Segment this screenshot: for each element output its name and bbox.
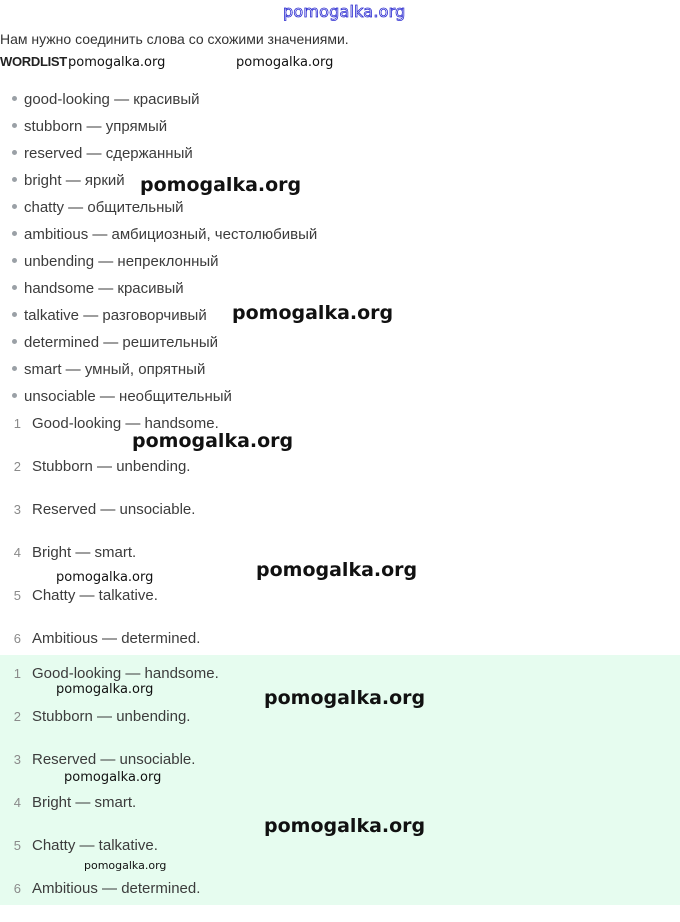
answer-item (0, 879, 680, 922)
list-item: bright — яркий (12, 169, 317, 196)
item-number: 1 (13, 416, 21, 431)
bullet-icon (12, 312, 17, 317)
watermark-text: pomogalka.org (64, 770, 162, 785)
pair-text: Chatty — talkative. (32, 587, 158, 604)
list-item: talkative — разговорчивый (12, 304, 317, 331)
answer-text: Chatty — talkative. (32, 837, 158, 854)
watermark-text: pomogalka.org (264, 687, 426, 709)
item-number: 1 (13, 666, 21, 681)
wordlist-heading: WORDLIST (0, 54, 67, 69)
list-item: ambitious — амбициозный, честолюбивый (12, 223, 317, 250)
pair-item (0, 414, 680, 457)
wordlist (12, 88, 317, 412)
watermark-text: pomogalka.org (256, 559, 418, 581)
list-item: unbending — непреклонный (12, 250, 317, 277)
item-number: 5 (13, 838, 21, 853)
pair-item (0, 457, 680, 500)
bullet-icon (12, 96, 17, 101)
bullet-icon (12, 366, 17, 371)
bullet-icon (12, 285, 17, 290)
bullet-icon (12, 177, 17, 182)
watermark-text: pomogalka.org (232, 302, 394, 324)
answer-item (0, 836, 680, 879)
item-number: 3 (13, 502, 21, 517)
item-number: 2 (13, 459, 21, 474)
list-item: stubborn — упрямый (12, 115, 317, 142)
answer-text: Good-looking — handsome. (32, 665, 219, 682)
watermark-logo: pomogalka.org (283, 2, 406, 21)
item-number: 6 (13, 881, 21, 896)
item-number: 3 (13, 752, 21, 767)
watermark-text: pomogalka.org (264, 815, 426, 837)
watermark-text: pomogalka.org (84, 859, 167, 872)
bullet-icon (12, 339, 17, 344)
watermark-text: pomogalka.org (132, 430, 294, 452)
list-item: good-looking — красивый (12, 88, 317, 115)
list-item: determined — решительный (12, 331, 317, 358)
pair-text: Good-looking — handsome. (32, 415, 219, 432)
bullet-icon (12, 231, 17, 236)
pair-text: Bright — smart. (32, 544, 137, 561)
list-item: handsome — красивый (12, 277, 317, 304)
list-item: reserved — сдержанный (12, 142, 317, 169)
watermark-text: pomogalka.org (140, 174, 302, 196)
watermark-text: pomogalka.org (56, 682, 154, 697)
pairs-list (0, 414, 680, 672)
item-number: 5 (13, 588, 21, 603)
intro-text: Нам нужно соединить слова со схожими значениями. (0, 31, 349, 47)
item-number: 6 (13, 631, 21, 646)
list-item: unsociable — необщительный (12, 385, 317, 412)
item-number: 2 (13, 709, 21, 724)
answer-text: Bright — smart. (32, 794, 137, 811)
pair-text: Reserved — unsociable. (32, 501, 196, 518)
bullet-icon (12, 204, 17, 209)
answer-text: Stubborn — unbending. (32, 708, 191, 725)
bullet-icon (12, 150, 17, 155)
list-item: smart — умный, опрятный (12, 358, 317, 385)
bullet-icon (12, 393, 17, 398)
pair-text: Stubborn — unbending. (32, 458, 191, 475)
answer-text: Ambitious — determined. (32, 880, 201, 897)
watermark-text: pomogalka.org (236, 55, 334, 70)
watermark-text: pomogalka.org (68, 55, 166, 70)
pair-text: Ambitious — determined. (32, 630, 201, 647)
answer-text: Reserved — unsociable. (32, 751, 196, 768)
bullet-icon (12, 258, 17, 263)
item-number: 4 (13, 545, 21, 560)
list-item: chatty — общительный (12, 196, 317, 223)
watermark-text: pomogalka.org (56, 570, 154, 585)
answer-item (0, 707, 680, 750)
bullet-icon (12, 123, 17, 128)
pair-item (0, 500, 680, 543)
item-number: 4 (13, 795, 21, 810)
pair-item (0, 586, 680, 629)
